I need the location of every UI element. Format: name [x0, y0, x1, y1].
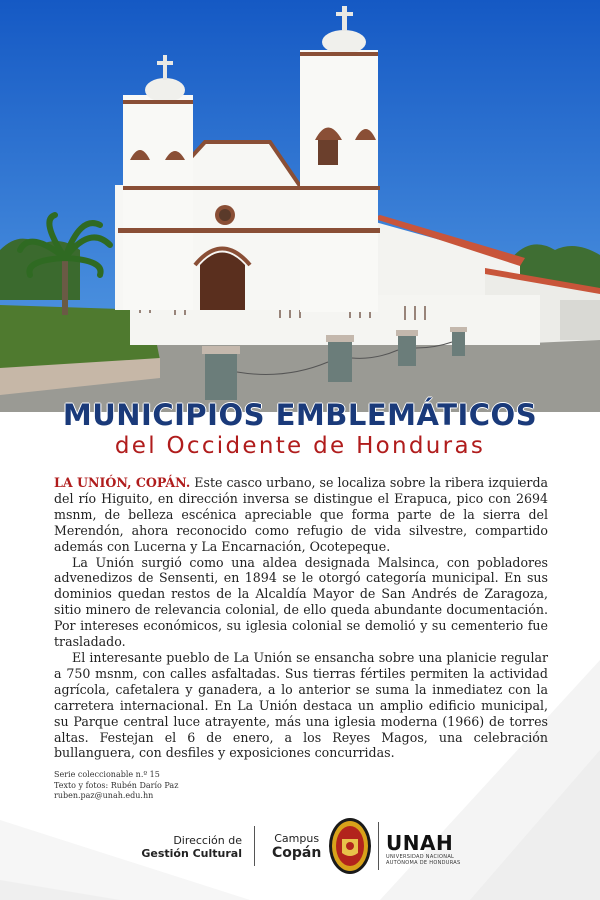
unah-line-2: AUTÓNOMA DE HONDURAS [386, 860, 461, 866]
campus-line-1: Campus [274, 832, 320, 845]
campus-line-2: Copán [272, 845, 322, 861]
unah-logo [386, 832, 460, 866]
author-email: ruben.paz@unah.edu.hn [54, 791, 154, 800]
campus-copan-logo [272, 832, 321, 860]
unah-line-1: UNIVERSIDAD NACIONAL [386, 854, 455, 860]
page-subtitle: del Occidente de Honduras [114, 433, 486, 459]
direccion-line-1: Dirección de [173, 834, 242, 847]
footer-divider [254, 826, 255, 866]
direccion-line-2: Gestión Cultural [141, 847, 242, 860]
paragraph-1 [54, 475, 548, 555]
paragraph-1-text: Este casco urbano, se localiza sobre la ribera izquierda del río Higuito, en dirección inversa se distingue el Erapuca, pico con 2694 msnm, de belleza escénica apreciable que forma parte de la sierra del Merendón, ahora reconocido como refugio de vida silvestre, compartido además con Lucerna y La Encarnación, Ocotepeque. [54, 475, 549, 554]
author-credit: Texto y fotos: Rubén Darío Paz [54, 780, 179, 790]
page-title: MUNICIPIOS EMBLEMÁTICOS [62, 398, 538, 432]
footer-divider-2 [378, 822, 379, 870]
credits [54, 770, 178, 802]
series-number: Serie coleccionable n.º 15 [54, 770, 160, 779]
direccion-gestion-cultural-logo [141, 834, 242, 860]
title-block [0, 398, 600, 460]
footer-logos [0, 812, 600, 882]
church-photo [0, 0, 600, 412]
paragraph-3: El interesante pueblo de La Unión se ensancha sobre una planicie regular a 750 msnm, con calles asfaltadas. Sus tierras fértiles permiten la actividad agrícola, cafetalera y ganadera, a lo anterior se suma la inmediatez con la carretera internacional. En La Unión destaca un amplio edificio municipal, su Parque central luce atrayente, más una iglesia moderna (1966) de torres altas. Festejan el 6 de enero, a los Reyes Magos, una celebración bullanguera, con desfiles y exposiciones concurridas. [54, 649, 548, 761]
unah-name: UNAH [386, 831, 454, 855]
paragraph-2: La Unión surgió como una aldea designada Malsinca, con pobladores advenedizos de Sensenti, en 1894 se le otorgó categoría municipal. En sus dominios quedan restos de la Alcaldía Mayor de San Andrés de Zaragoza, sitio minero de relevancia colonial, de ello queda abundante documentación. Por intereses económicos, su iglesia colonial se demolió y su cementerio fue trasladado. [54, 554, 548, 650]
lead-heading: LA UNIÓN, COPÁN. [54, 475, 191, 490]
article-body [54, 475, 548, 761]
unah-seal-icon [328, 817, 372, 875]
